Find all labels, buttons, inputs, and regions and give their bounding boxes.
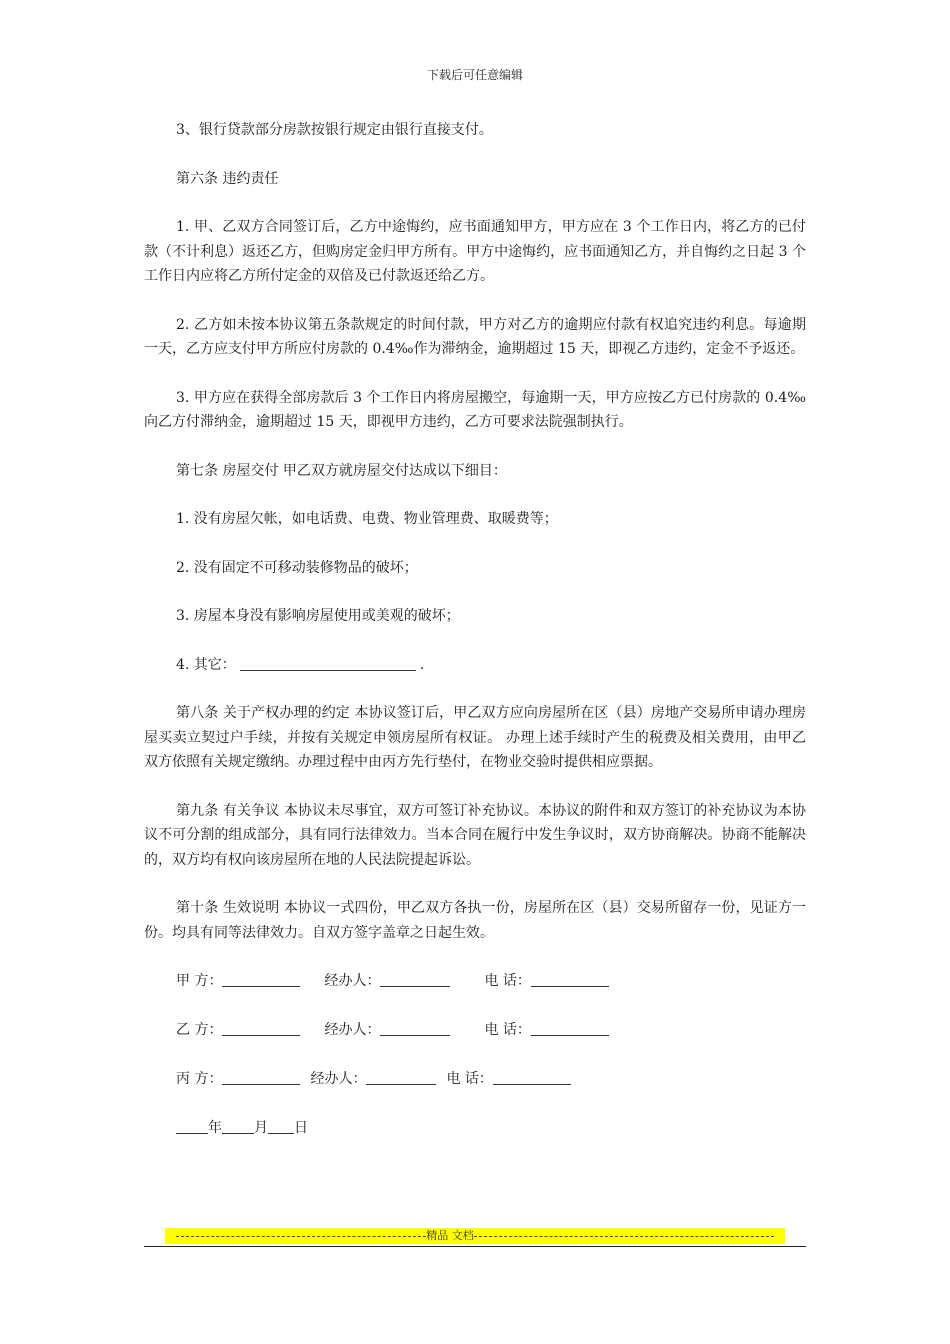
agent-label: 经办人： xyxy=(324,1022,381,1038)
year-blank-line xyxy=(176,1119,208,1134)
footer-banner xyxy=(165,1228,785,1244)
delivery-item-1: 1. 没有房屋欠帐，如电话费、电费、物业管理费、取暖费等； xyxy=(176,511,558,527)
delivery-item-4-suffix: . xyxy=(419,656,425,673)
paragraph-breach-3: 3. 甲方应在获得全部房款后 3 个工作日内将房屋搬空，每逾期一天，甲方应按乙方已付房款的 0.4‰向乙方付滞纳金，逾期超过 15 天，即视甲方违约，乙方可要求法院强制执行。 xyxy=(144,389,806,430)
article-7-heading: 第七条 房屋交付 甲乙双方就房屋交付达成以下细目： xyxy=(176,462,507,479)
party-label: 丙 方： xyxy=(176,1071,223,1087)
phone-blank-line xyxy=(531,972,609,987)
signature-row-party-c xyxy=(144,1067,806,1091)
year-label: 年 xyxy=(208,1120,222,1136)
month-label: 月 xyxy=(254,1120,268,1136)
footer-dash-right xyxy=(474,1236,774,1237)
article-9-paragraph: 第九条 有关争议 本协议未尽事宜，双方可签订补充协议。本协议的附件和双方签订的补充协议为本协议不可分割的组成部分，具有同行法律效力。当本合同在履行中发生争议时，双方协商解决。协商不能解决的，双方均有权向该房屋所在地的人民法院提起诉讼。 xyxy=(144,802,806,868)
day-label: 日 xyxy=(294,1120,308,1136)
delivery-item-3: 3. 房屋本身没有影响房屋使用或美观的破坏； xyxy=(176,608,460,624)
phone-blank-line xyxy=(531,1021,609,1036)
agent-blank-line xyxy=(380,1021,450,1036)
delivery-item-2: 2. 没有固定不可移动装修物品的破坏； xyxy=(176,559,418,576)
delivery-item-4 xyxy=(144,653,806,678)
agent-label: 经办人： xyxy=(324,973,381,989)
footer-dash-left xyxy=(176,1236,426,1237)
party-blank-line xyxy=(222,1021,300,1036)
agent-label: 经办人： xyxy=(310,1071,367,1087)
header-note: 下载后可任意编辑 xyxy=(426,68,523,82)
party-blank-line xyxy=(222,972,300,987)
date-row xyxy=(144,1116,806,1140)
phone-label: 电 话： xyxy=(446,1071,493,1087)
phone-blank-line xyxy=(493,1070,571,1085)
article-6-heading: 第六条 违约责任 xyxy=(176,170,279,187)
signature-row-party-a xyxy=(144,969,806,993)
party-label: 乙 方： xyxy=(176,1022,223,1038)
month-blank-line xyxy=(222,1119,254,1134)
article-10-paragraph: 第十条 生效说明 本协议一式四份，甲乙双方各执一份，房屋所在区（县）交易所留存一份，见证方一份。均具有同等法律效力。自双方签字盖章之日起生效。 xyxy=(144,900,806,941)
document-body xyxy=(144,118,806,1140)
agent-blank-line xyxy=(366,1070,436,1085)
phone-label: 电 话： xyxy=(484,973,531,989)
paragraph-bank-loan: 3、银行贷款部分房款按银行规定由银行直接支付。 xyxy=(176,122,493,138)
footer-rule xyxy=(144,1246,806,1247)
other-blank-line xyxy=(240,656,416,671)
party-blank-line xyxy=(222,1070,300,1085)
phone-label: 电 话： xyxy=(484,1022,531,1038)
article-8-paragraph: 第八条 关于产权办理的约定 本协议签订后，甲乙双方应向房屋所在区（县）房地产交易所申请办理房屋买卖立契过户手续，并按有关规定申领房屋所有权证。 办理上述手续时产生的税费及相关费用，由甲乙双方依照有关规定缴纳。办理过程中由丙方先行垫付，在物业交验时提供相应票据。 xyxy=(144,705,806,770)
paragraph-breach-1: 1. 甲、乙双方合同签订后，乙方中途悔约，应书面通知甲方，甲方应在 3 个工作日内，将乙方的已付款（不计利息）返还乙方，但购房定金归甲方所有。甲方中途悔约，应书面通知乙方，并自悔约之日起 3 个工作日内应将乙方所付定金的双倍及已付款返还给乙方。 xyxy=(144,219,806,284)
delivery-item-4-label: 4. 其它： xyxy=(176,656,236,673)
footer-label: 精品 文档 xyxy=(426,1229,474,1242)
day-blank-line xyxy=(268,1119,294,1134)
agent-blank-line xyxy=(380,972,450,987)
signature-row-party-b xyxy=(144,1018,806,1042)
party-label: 甲 方： xyxy=(176,973,223,989)
paragraph-breach-2: 2. 乙方如未按本协议第五条款规定的时间付款，甲方对乙方的逾期应付款有权追究违约利息。每逾期一天，乙方应支付甲方所应付房款的 0.4‰作为滞纳金，逾期超过 15 天，即视乙方违约，定金不予返还。 xyxy=(144,316,806,357)
